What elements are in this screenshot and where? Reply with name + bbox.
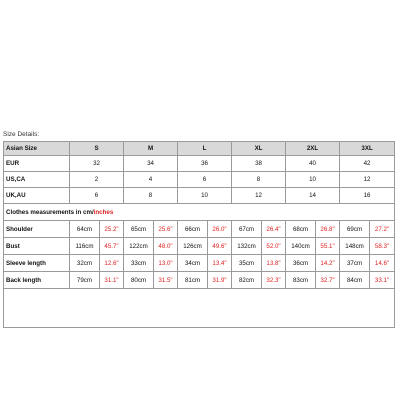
size-row-eur bbox=[4, 156, 395, 172]
inch-cell: 12.6" bbox=[100, 255, 124, 272]
measure-row-sleeve-length bbox=[4, 255, 395, 272]
inch-cell: 45.7" bbox=[100, 238, 124, 255]
inch-cell: 25.6" bbox=[154, 221, 178, 238]
inch-cell: 26.4" bbox=[262, 221, 286, 238]
row-label: EUR bbox=[4, 156, 70, 172]
size-table bbox=[3, 141, 395, 328]
cm-cell: 148cm bbox=[340, 238, 370, 255]
inch-cell: 13.0" bbox=[154, 255, 178, 272]
cm-cell: 65cm bbox=[124, 221, 154, 238]
measurements-heading-prefix: Clothes measurements in cm/ bbox=[6, 208, 94, 216]
size-details-title: Size Details: bbox=[3, 131, 40, 138]
measure-row-back-length bbox=[4, 272, 395, 289]
size-cell: 12 bbox=[232, 188, 286, 204]
inch-cell: 55.1" bbox=[316, 238, 340, 255]
size-header-3xl: 3XL bbox=[340, 142, 395, 156]
cm-cell: 69cm bbox=[340, 221, 370, 238]
size-header-m: M bbox=[124, 142, 178, 156]
size-cell: 2 bbox=[70, 172, 124, 188]
size-cell: 40 bbox=[286, 156, 340, 172]
inch-cell: 31.9" bbox=[208, 272, 232, 289]
cm-cell: 36cm bbox=[286, 255, 316, 272]
inch-cell: 14.6" bbox=[370, 255, 395, 272]
size-row-uk-au bbox=[4, 188, 395, 204]
inch-cell: 32.3" bbox=[262, 272, 286, 289]
size-cell: 12 bbox=[340, 172, 395, 188]
measurements-heading bbox=[4, 204, 395, 221]
cm-cell: 83cm bbox=[286, 272, 316, 289]
cm-cell: 140cm bbox=[286, 238, 316, 255]
size-cell: 10 bbox=[286, 172, 340, 188]
cm-cell: 33cm bbox=[124, 255, 154, 272]
inch-cell: 27.2" bbox=[370, 221, 395, 238]
asian-size-header: Asian Size bbox=[4, 142, 70, 156]
size-chart bbox=[3, 129, 394, 328]
size-cell: 8 bbox=[232, 172, 286, 188]
cm-cell: 122cm bbox=[124, 238, 154, 255]
inch-cell: 32.7" bbox=[316, 272, 340, 289]
cm-cell: 35cm bbox=[232, 255, 262, 272]
row-label: Back length bbox=[4, 272, 70, 289]
cm-cell: 116cm bbox=[70, 238, 100, 255]
header-row bbox=[4, 142, 395, 156]
row-label: US,CA bbox=[4, 172, 70, 188]
cm-cell: 64cm bbox=[70, 221, 100, 238]
size-cell: 8 bbox=[124, 188, 178, 204]
cm-cell: 37cm bbox=[340, 255, 370, 272]
size-header-s: S bbox=[70, 142, 124, 156]
inch-cell: 49.6" bbox=[208, 238, 232, 255]
row-label: Bust bbox=[4, 238, 70, 255]
size-cell: 42 bbox=[340, 156, 395, 172]
inch-cell: 48.0" bbox=[154, 238, 178, 255]
size-cell: 16 bbox=[340, 188, 395, 204]
inch-cell: 25.2" bbox=[100, 221, 124, 238]
size-row-us-ca bbox=[4, 172, 395, 188]
size-cell: 6 bbox=[70, 188, 124, 204]
size-cell: 32 bbox=[70, 156, 124, 172]
size-cell: 38 bbox=[232, 156, 286, 172]
inch-cell: 31.1" bbox=[100, 272, 124, 289]
inch-cell: 31.5" bbox=[154, 272, 178, 289]
inch-cell: 26.8" bbox=[316, 221, 340, 238]
cm-cell: 68cm bbox=[286, 221, 316, 238]
cm-cell: 32cm bbox=[70, 255, 100, 272]
measurements-section-row bbox=[4, 204, 395, 221]
cm-cell: 79cm bbox=[70, 272, 100, 289]
size-cell: 10 bbox=[178, 188, 232, 204]
measure-row-shoulder bbox=[4, 221, 395, 238]
cm-cell: 34cm bbox=[178, 255, 208, 272]
inch-cell: 14.2" bbox=[316, 255, 340, 272]
cm-cell: 132cm bbox=[232, 238, 262, 255]
row-label: Sleeve length bbox=[4, 255, 70, 272]
size-header-2xl: 2XL bbox=[286, 142, 340, 156]
blank-row bbox=[4, 289, 395, 328]
row-label: UK,AU bbox=[4, 188, 70, 204]
inch-cell: 52.0" bbox=[262, 238, 286, 255]
inch-cell: 33.1" bbox=[370, 272, 395, 289]
measure-row-bust bbox=[4, 238, 395, 255]
cm-cell: 81cm bbox=[178, 272, 208, 289]
inch-cell: 58.3" bbox=[370, 238, 395, 255]
size-cell: 14 bbox=[286, 188, 340, 204]
cm-cell: 84cm bbox=[340, 272, 370, 289]
measurements-heading-inches: inches bbox=[93, 208, 114, 216]
size-cell: 6 bbox=[178, 172, 232, 188]
size-header-xl: XL bbox=[232, 142, 286, 156]
inch-cell: 26.0" bbox=[208, 221, 232, 238]
cm-cell: 66cm bbox=[178, 221, 208, 238]
size-header-l: L bbox=[178, 142, 232, 156]
size-cell: 34 bbox=[124, 156, 178, 172]
row-label: Shoulder bbox=[4, 221, 70, 238]
inch-cell: 13.4" bbox=[208, 255, 232, 272]
cm-cell: 80cm bbox=[124, 272, 154, 289]
cm-cell: 82cm bbox=[232, 272, 262, 289]
cm-cell: 126cm bbox=[178, 238, 208, 255]
cm-cell: 67cm bbox=[232, 221, 262, 238]
blank-cell bbox=[4, 289, 395, 328]
size-cell: 4 bbox=[124, 172, 178, 188]
size-cell: 36 bbox=[178, 156, 232, 172]
inch-cell: 13.8" bbox=[262, 255, 286, 272]
